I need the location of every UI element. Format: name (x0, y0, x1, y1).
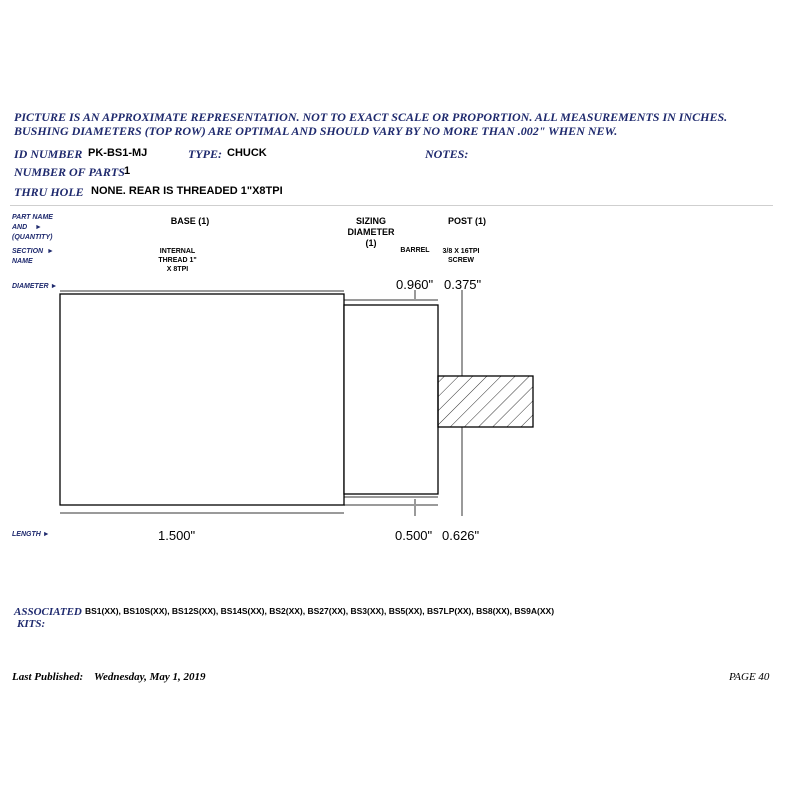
name-label: NAME (12, 258, 33, 265)
notes-label: NOTES: (425, 147, 469, 161)
sizing-section-name: BARREL (400, 247, 430, 254)
type-value: CHUCK (227, 147, 267, 159)
type-label: TYPE: (188, 147, 222, 161)
page-number: PAGE 40 (729, 671, 770, 683)
post-section-name: 3/8 X 16TPI SCREW (442, 248, 480, 264)
last-published-label: Last Published: (12, 671, 84, 683)
associated-kits-label: ASSOCIATED KITS: (14, 606, 82, 630)
base-body (60, 294, 344, 505)
quantity-label: (QUANTITY) (12, 234, 53, 241)
sizing-length-value: 0.500" (395, 528, 433, 543)
base-length-value: 1.500" (158, 528, 196, 543)
sizing-barrel (344, 305, 438, 494)
sizing-title: SIZING DIAMETER (1) (347, 216, 395, 248)
thru-hole-label: THRU HOLE (14, 185, 84, 199)
associated-kits-value: BS1(XX), BS10S(XX), BS12S(XX), BS14S(XX), BS2(XX), BS27(XX), BS3(XX), BS5(XX), BS7LP(XX), BS8(XX), BS9A(XX) (85, 606, 555, 616)
post-diameter-value: 0.375" (444, 277, 482, 292)
post-title: POST (1) (447, 216, 486, 226)
diameter-row-label: DIAMETER ► (12, 283, 58, 290)
last-published-date: Wednesday, May 1, 2019 (94, 671, 206, 683)
base-title: BASE (1) (170, 216, 210, 226)
number-of-parts-value: 1 (124, 165, 131, 177)
section-label: SECTION ► (12, 248, 54, 255)
base-section-name: INTERNAL THREAD 1" X 8TPI (158, 248, 197, 273)
disclaimer-text: PICTURE IS AN APPROXIMATE REPRESENTATION. NOT TO EXACT SCALE OR PROPORTION. ALL MEASUREMENTS IN INCHES. BUSHING DIAMETERS (TOP ROW) ARE OPTIMAL AND SHOULD VARY BY NO MORE THAN .002" WHEN NEW. (14, 110, 728, 138)
post-length-value: 0.626" (442, 528, 480, 543)
id-number-value: PK-BS1-MJ (88, 147, 148, 159)
id-number-label: ID NUMBER (14, 147, 83, 161)
number-of-parts-label: NUMBER OF PARTS (14, 165, 125, 179)
post-screw (438, 376, 533, 427)
length-row-label: LENGTH ► (12, 531, 50, 538)
sizing-diameter-value: 0.960" (396, 277, 434, 292)
thru-hole-value: NONE. REAR IS THREADED 1"X8TPI (91, 185, 283, 197)
and-label: AND ► (12, 224, 42, 231)
part-name-label: PART NAME (12, 214, 53, 221)
